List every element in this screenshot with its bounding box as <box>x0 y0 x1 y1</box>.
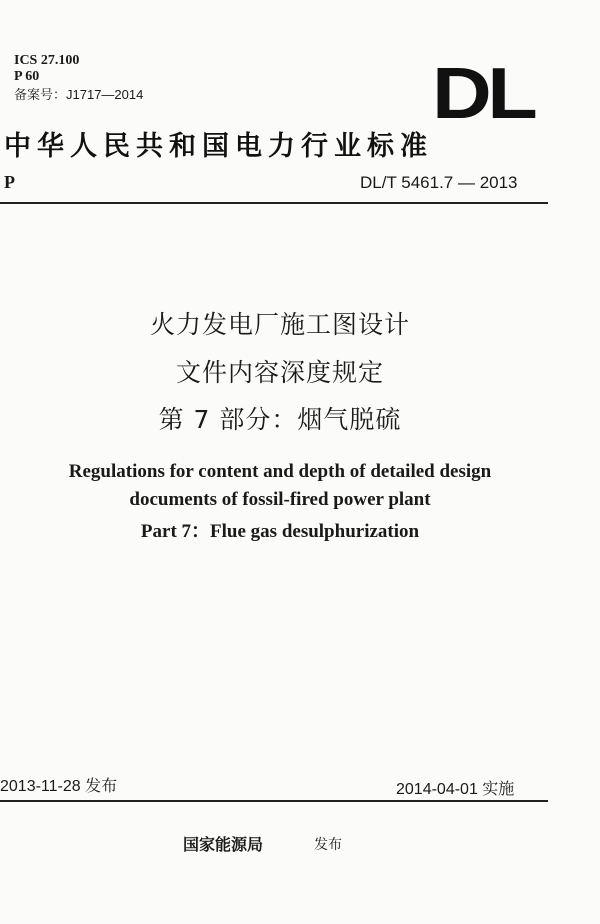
category-letter: P <box>4 172 15 192</box>
title-en-line3: Part 7：Flue gas desulphurization <box>140 521 420 542</box>
effective-date: 2014-04-01 实施 <box>396 781 515 798</box>
title-cn-line2: 文件内容深度规定 <box>175 358 384 387</box>
classification-code: P 60 <box>14 69 40 84</box>
ics-code: ICS 27.100 <box>14 53 80 68</box>
title-en-line2: documents of fossil-fired power plant <box>129 489 431 510</box>
issue-date: 2013-11-28 发布 <box>0 778 118 795</box>
title-cn-line3: 第 7 部分：烟气脱硫 <box>158 405 402 434</box>
authority-title: 中华人民共和国电力行业标准 <box>4 131 433 162</box>
publish-label: 发布 <box>314 837 342 853</box>
dl-logo: DL <box>432 54 534 134</box>
footer-rule <box>0 800 548 802</box>
header-rule <box>0 202 548 204</box>
record-number: 备案号：J1717—2014 <box>14 87 144 102</box>
title-cn-line1: 火力发电厂施工图设计 <box>149 310 410 339</box>
standard-number: DL/T 5461.7 — 2013 <box>360 173 518 192</box>
publisher-name: 国家能源局 <box>183 835 264 854</box>
title-en-line1: Regulations for content and depth of detailed design <box>68 461 492 482</box>
